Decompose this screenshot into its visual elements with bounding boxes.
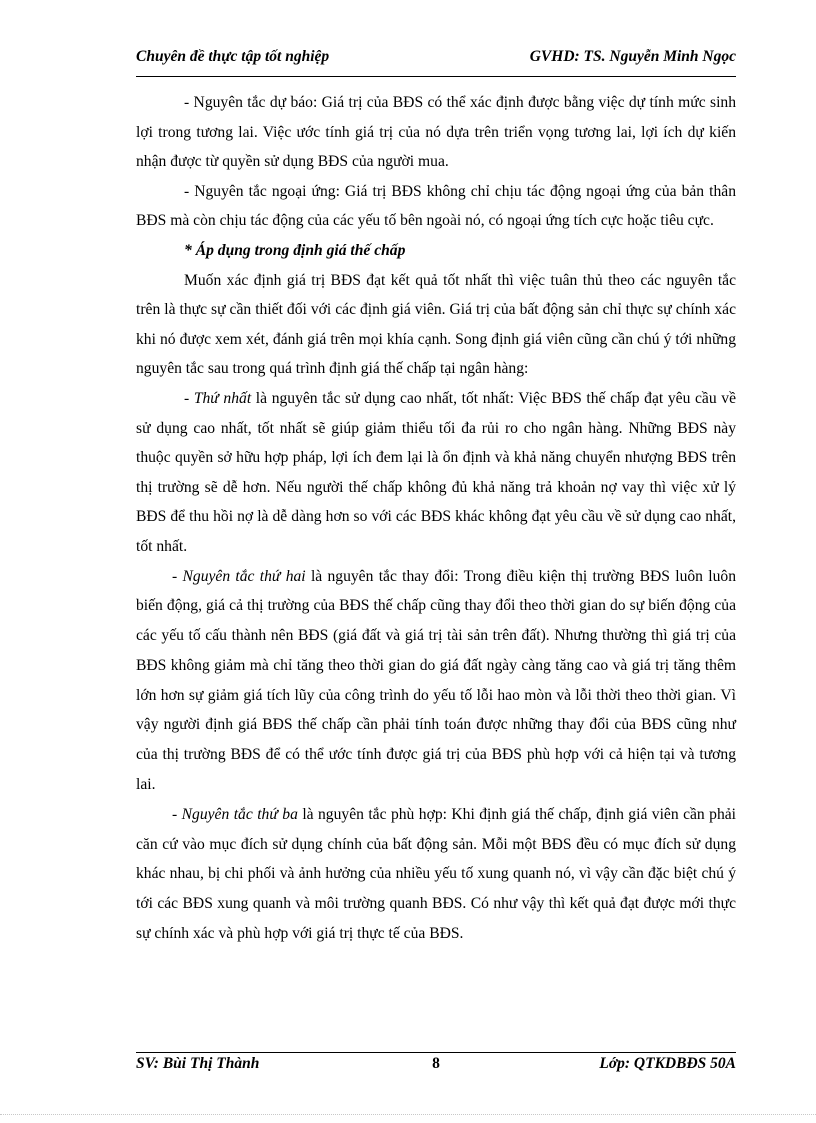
paragraph-second-emphasis: Nguyên tắc thứ hai bbox=[182, 567, 306, 585]
paragraph-forecast-principle: - Nguyên tắc dự báo: Giá trị của BĐS có thể xác định được bằng việc dự tính mức sinh lợi trong tương lai. Việc ước tính giá trị của nó dựa trên triển vọng tương lai, lợi ích dự kiến nhận được từ quyền sử dụng BĐS của người mua. bbox=[136, 94, 736, 171]
paragraph-third-prefix: - bbox=[172, 805, 182, 823]
section-heading: * Áp dụng trong định giá thế chấp bbox=[184, 241, 406, 259]
page-number: 8 bbox=[432, 1055, 440, 1072]
page-edge-line bbox=[0, 1114, 816, 1115]
paragraph-third-principle bbox=[136, 800, 736, 949]
footer-student: SV: Bùi Thị Thành bbox=[136, 1055, 260, 1072]
page-footer bbox=[136, 1055, 736, 1077]
footer-class: Lớp: QTKDBĐS 50A bbox=[599, 1055, 736, 1072]
paragraph-first-principle bbox=[136, 384, 736, 562]
paragraph-third-text: là nguyên tắc phù hợp: Khi định giá thế chấp, định giá viên cần phải căn cứ vào mục đích sử dụng chính của bất động sản. Mỗi một BĐS đều có mục đích sử dụng khác nhau, bị chi phối và ảnh hưởng của nhiều yếu tố xung quanh nó, vì vậy cần đặc biệt chú ý tới các BĐS xung quanh và môi trường quanh BĐS. Có như vậy thì kết quả đạt được mới thực sự chính xác và phù hợp với giá trị thực tế của BĐS. bbox=[136, 805, 737, 943]
footer-divider bbox=[136, 1052, 736, 1053]
paragraph-externality-principle: - Nguyên tắc ngoại ứng: Giá trị BĐS không chỉ chịu tác động ngoại ứng của bản thân BĐS mà còn chịu tác động của các yếu tố bên ngoài nó, có ngoại ứng tích cực hoặc tiêu cực. bbox=[136, 182, 736, 230]
paragraph-intro: Muốn xác định giá trị BĐS đạt kết quả tốt nhất thì việc tuân thủ theo các nguyên tắc trên là thực sự cần thiết đối với các định giá viên. Giá trị của bất động sản chỉ thực sự chính xác khi nó được xem xét, đánh giá trên mọi khía cạnh. Song định giá viên cũng cần chú ý tới những nguyên tắc sau trong quá trình định giá thế chấp tại ngân hàng: bbox=[136, 271, 736, 378]
paragraph-first-text: là nguyên tắc sử dụng cao nhất, tốt nhất: Việc BĐS thế chấp đạt yêu cầu về sử dụng cao nhất, tốt nhất sẽ giúp giảm thiểu tối đa rủi ro cho ngân hàng. Những BĐS này thuộc quyền sở hữu hợp pháp, lợi ích đem lại là ổn định và khả năng chuyển nhượng BĐS trên thị trường sẽ dễ hơn. Nếu người thế chấp không đủ khả năng trả khoản nợ vay thì việc xử lý BĐS để thu hồi nợ là dễ dàng hơn so với các BĐS khác không đạt yêu cầu về sử dụng cao nhất, tốt nhất. bbox=[136, 389, 736, 555]
page-body bbox=[136, 88, 736, 949]
header-left: Chuyên đề thực tập tốt nghiệp bbox=[136, 48, 330, 65]
header-right: GVHD: TS. Nguyễn Minh Ngọc bbox=[529, 48, 736, 65]
paragraph-second-text: là nguyên tắc thay đổi: Trong điều kiện thị trường BĐS luôn luôn biến động, giá cả thị trường của BĐS thế chấp cũng thay đổi theo thời gian do sự biến động của các yếu tố cấu thành nên BĐS (giá đất và giá trị tài sản trên đất). Nhưng thường thì giá trị của BĐS không giảm mà chỉ tăng theo thời gian do giá đất ngày càng tăng cao và giá trị tăng thêm lớn hơn sự giảm giá tích lũy của công trình do yếu tố lỗi hao mòn và lỗi thời theo thời gian. Vì vậy người định giá BĐS thế chấp cần phải tính toán được những thay đổi của BĐS cũng như của thị trường BĐS để có thể ước tính được giá trị của BĐS phù hợp với cả hiện tại và tương lai. bbox=[136, 567, 736, 794]
paragraph-first-emphasis: Thứ nhất bbox=[193, 389, 252, 407]
paragraph-first-prefix: - bbox=[184, 389, 194, 407]
paragraph-third-emphasis: Nguyên tắc thứ ba bbox=[181, 805, 298, 823]
header-divider bbox=[136, 76, 736, 77]
paragraph-second-principle bbox=[136, 562, 736, 800]
paragraph-second-prefix: - bbox=[172, 567, 183, 585]
page-header bbox=[136, 48, 736, 70]
